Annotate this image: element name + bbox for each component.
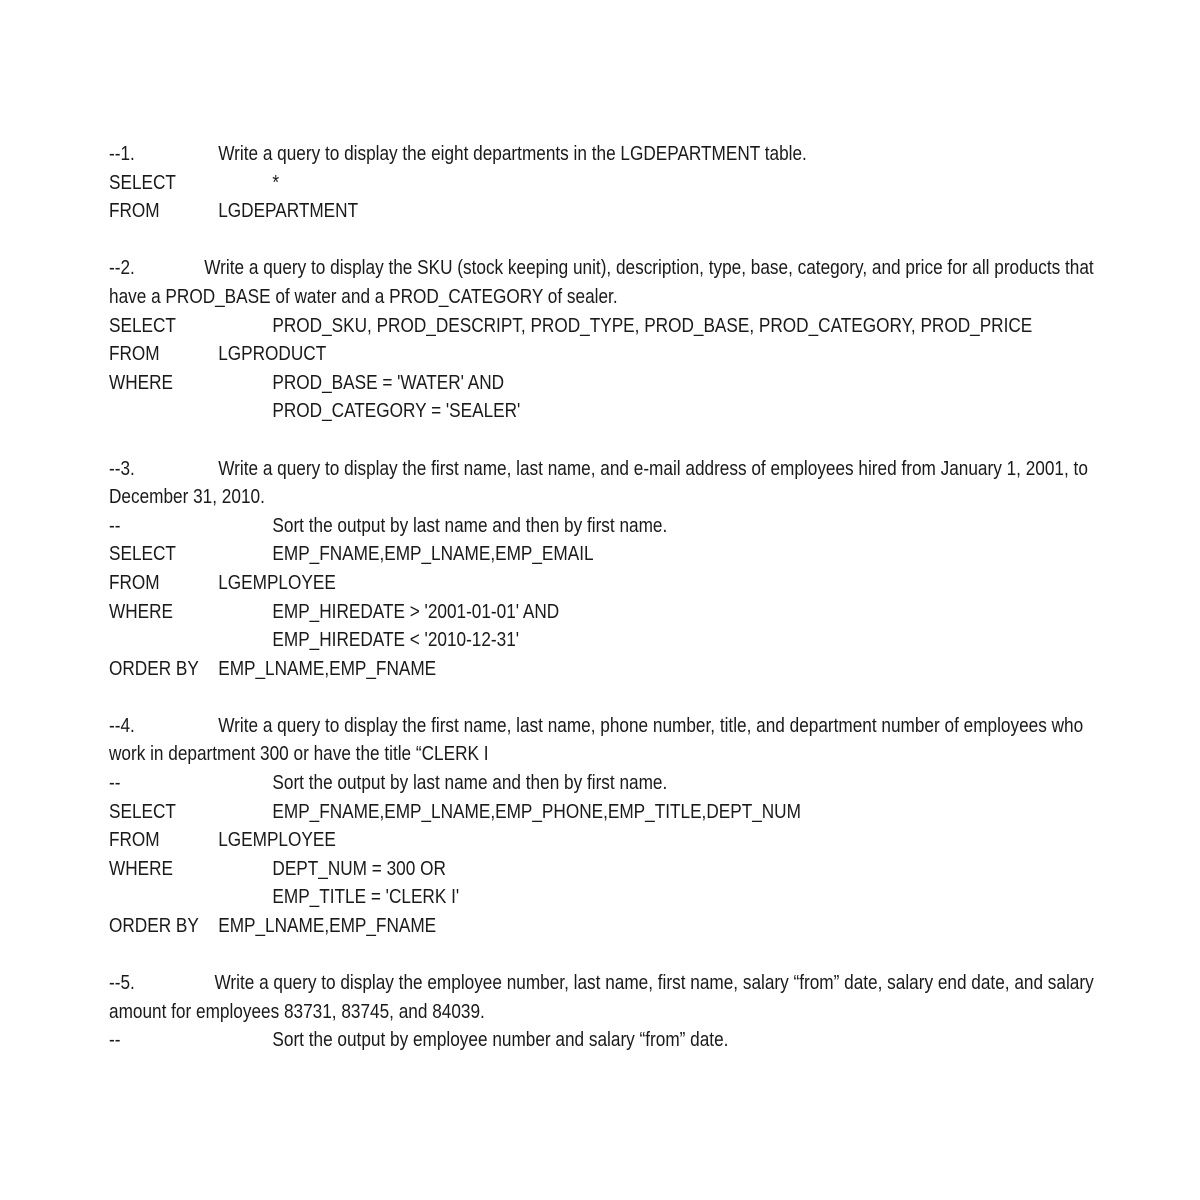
- q2-question-continued: have a PROD_BASE of water and a PROD_CATEGORY of sealer.: [109, 285, 618, 308]
- q3-question-continued: December 31, 2010.: [109, 486, 265, 509]
- select-keyword: SELECT: [109, 800, 176, 823]
- q1-question: Write a query to display the eight departments in the LGDEPARTMENT table.: [218, 143, 807, 165]
- q3-from-line: [109, 569, 1094, 598]
- q5-heading: [109, 969, 1094, 998]
- from-table: LGEMPLOYEE: [218, 571, 336, 594]
- q1-select-line: [109, 169, 1094, 198]
- q3-where-line-2: [109, 626, 1094, 655]
- q3-select-line: [109, 540, 1094, 569]
- q2-where-line-2: [109, 397, 1094, 426]
- q3-heading: [109, 455, 1094, 484]
- q2-number: --2.: [109, 257, 135, 280]
- comment-dash: --: [109, 1029, 121, 1052]
- q4-sort-note: [109, 769, 1094, 798]
- q5-number: --5.: [109, 972, 135, 995]
- q4-where-line-2: [109, 883, 1094, 912]
- where-condition: DEPT_NUM = 300 OR: [272, 857, 446, 880]
- sort-note: Sort the output by employee number and salary “from” date.: [272, 1029, 729, 1052]
- q4-from-line: [109, 826, 1094, 855]
- q1-number: --1.: [109, 143, 135, 165]
- q3-sort-note: [109, 512, 1094, 541]
- where-condition: PROD_CATEGORY = 'SEALER': [272, 400, 521, 423]
- q4-question-continued: work in department 300 or have the title “CLERK I: [109, 743, 489, 766]
- q1-from-line: [109, 197, 1094, 226]
- order-by-keyword: ORDER BY: [109, 915, 199, 938]
- select-columns: EMP_FNAME,EMP_LNAME,EMP_PHONE,EMP_TITLE,DEPT_NUM: [272, 800, 801, 823]
- from-keyword: FROM: [109, 343, 160, 366]
- order-by-columns: EMP_LNAME,EMP_FNAME: [218, 915, 437, 938]
- select-columns: EMP_FNAME,EMP_LNAME,EMP_EMAIL: [272, 543, 594, 566]
- q5-sort-note: [109, 1026, 1094, 1055]
- select-columns: PROD_SKU, PROD_DESCRIPT, PROD_TYPE, PROD_BASE, PROD_CATEGORY, PROD_PRICE: [272, 314, 1033, 337]
- q1-heading: [109, 140, 1094, 169]
- q3-question: Write a query to display the first name, last name, and e-mail address of employees hired from January 1, 2001, to: [218, 457, 1088, 480]
- comment-dash: --: [109, 772, 121, 795]
- where-keyword: WHERE: [109, 600, 174, 623]
- where-condition: EMP_HIREDATE < '2010-12-31': [272, 629, 520, 652]
- from-keyword: FROM: [109, 200, 160, 223]
- where-condition: EMP_HIREDATE > '2001-01-01' AND: [272, 600, 560, 623]
- q2-heading: [109, 254, 1094, 283]
- from-keyword: FROM: [109, 829, 160, 852]
- order-by-keyword: ORDER BY: [109, 657, 199, 680]
- where-condition: EMP_TITLE = 'CLERK I': [272, 886, 460, 909]
- q4-heading: [109, 712, 1094, 741]
- from-table: LGEMPLOYEE: [218, 829, 336, 852]
- where-keyword: WHERE: [109, 371, 174, 394]
- where-keyword: WHERE: [109, 857, 174, 880]
- order-by-columns: EMP_LNAME,EMP_FNAME: [218, 657, 437, 680]
- q4-order-line: [109, 912, 1094, 941]
- q3-where-line: [109, 598, 1094, 627]
- select-keyword: SELECT: [109, 171, 176, 194]
- q4-question: Write a query to display the first name, last name, phone number, title, and department number of employees who: [218, 714, 1084, 737]
- q3-order-line: [109, 655, 1094, 684]
- select-keyword: SELECT: [109, 543, 176, 566]
- q4-number: --4.: [109, 714, 135, 737]
- comment-dash: --: [109, 514, 121, 537]
- select-columns: *: [272, 171, 280, 194]
- sort-note: Sort the output by last name and then by first name.: [272, 772, 668, 795]
- sql-exercise-text: [109, 140, 1094, 1055]
- select-keyword: SELECT: [109, 314, 176, 337]
- from-table: LGPRODUCT: [218, 343, 327, 366]
- q2-where-line: [109, 369, 1094, 398]
- from-keyword: FROM: [109, 571, 160, 594]
- q2-select-line: [109, 312, 1094, 341]
- q3-number: --3.: [109, 457, 135, 480]
- from-table: LGDEPARTMENT: [218, 200, 359, 223]
- q4-where-line: [109, 855, 1094, 884]
- q4-select-line: [109, 798, 1094, 827]
- q5-question: Write a query to display the employee number, last name, first name, salary “from” date, salary end date, and salary: [214, 972, 1094, 995]
- q2-question: Write a query to display the SKU (stock keeping unit), description, type, base, category, and price for all products that: [204, 257, 1094, 280]
- q5-question-continued: amount for employees 83731, 83745, and 84039.: [109, 1000, 485, 1023]
- q2-from-line: [109, 340, 1094, 369]
- where-condition: PROD_BASE = 'WATER' AND: [272, 371, 505, 394]
- sort-note: Sort the output by last name and then by first name.: [272, 514, 668, 537]
